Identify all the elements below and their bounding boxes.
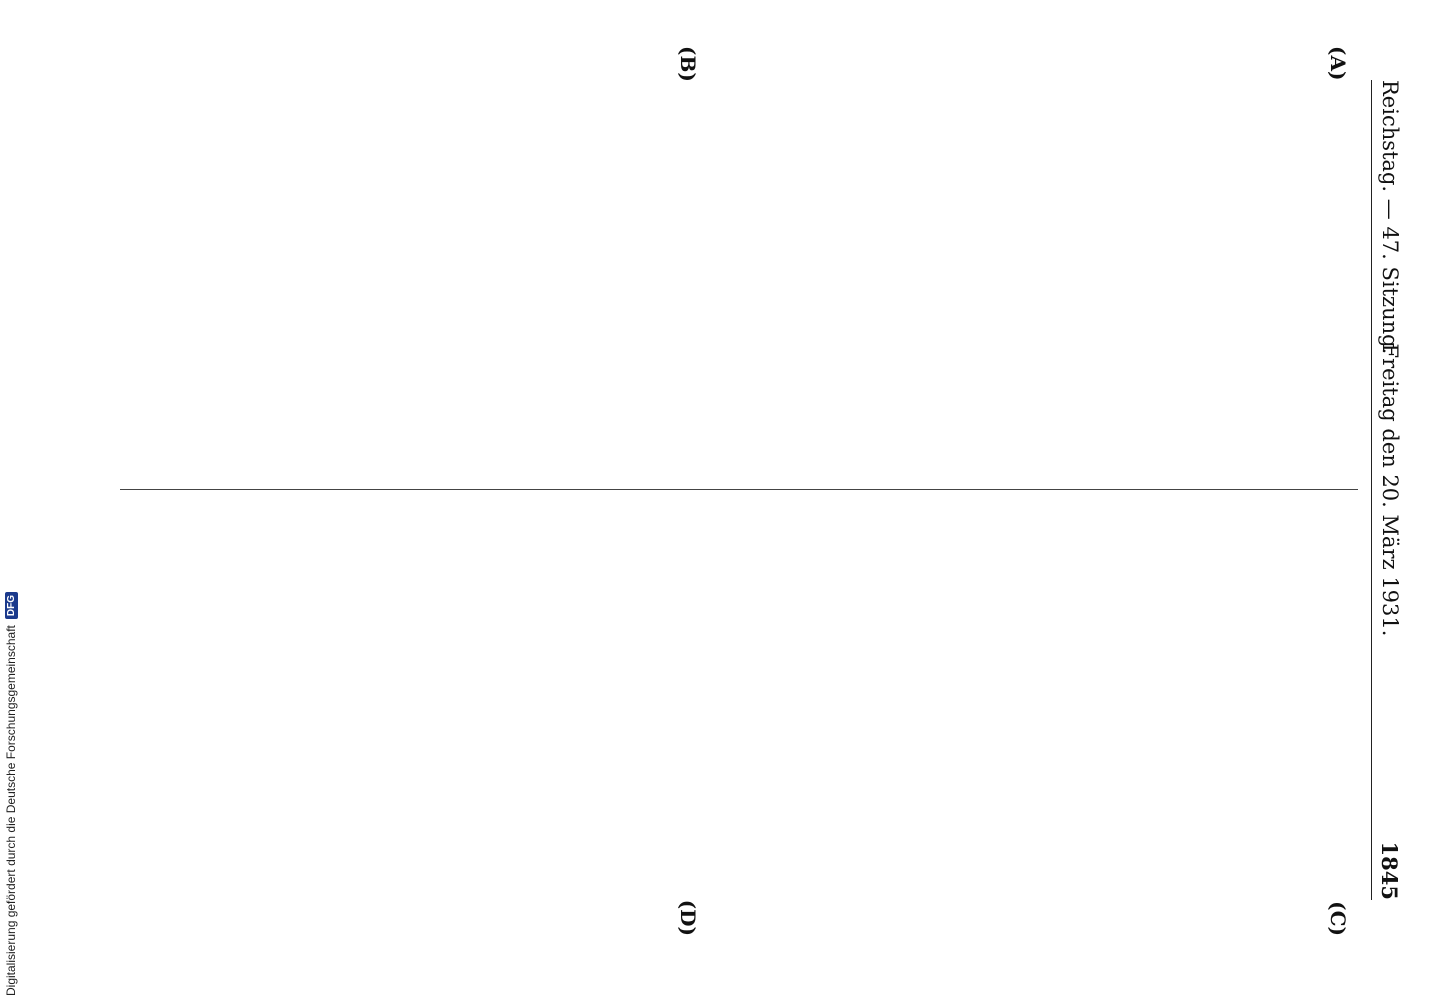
left-column	[120, 80, 1358, 485]
digitization-footer	[2, 595, 20, 996]
column-divider	[120, 489, 1358, 490]
page-number: 1845	[1377, 841, 1402, 900]
right-column	[120, 495, 1358, 900]
margin-mark-a: (A)	[1326, 46, 1350, 81]
dfg-logo: DFG	[5, 592, 18, 619]
margin-mark-d: (D)	[676, 899, 700, 936]
margin-mark-b: (B)	[676, 46, 700, 82]
margin-mark-c: (C)	[1326, 901, 1350, 936]
footer-text: Digitalisierung gefördert durch die Deutsche Forschungsgemeinschaft	[4, 625, 18, 996]
rotated-document-page	[100, 40, 1420, 940]
header-date: Freitag den 20. März 1931.	[1378, 343, 1402, 637]
page-header	[1371, 80, 1406, 900]
header-left: Reichstag. — 47. Sitzung.	[1378, 80, 1402, 355]
